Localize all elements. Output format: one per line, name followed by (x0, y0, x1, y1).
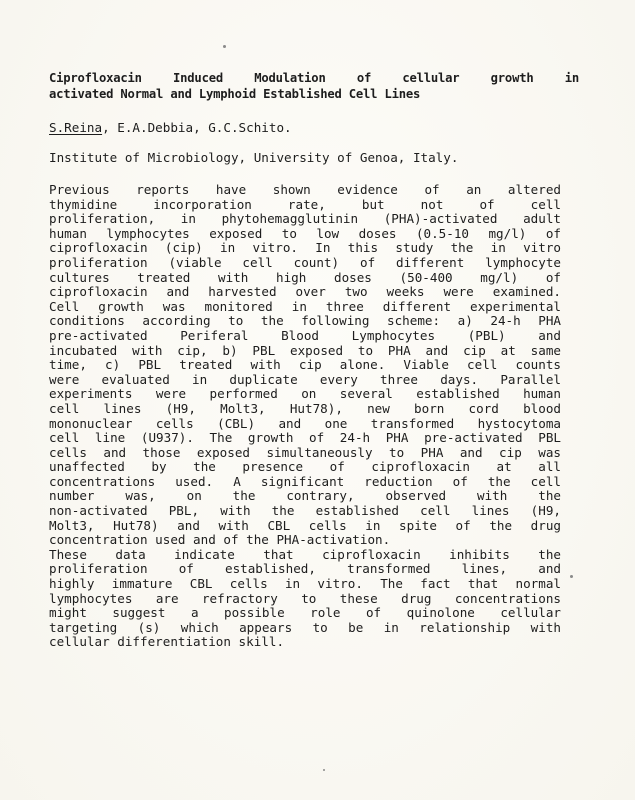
presenting-author: S.Reina (49, 120, 103, 135)
abstract-line: conditions according to the following scheme: a) 24-h PHA (49, 314, 561, 329)
abstract-line: cell line (U937). The growth of 24-h PHA pre-activated PBL (49, 431, 561, 446)
abstract-line: proliferation, in phytohemagglutinin (PHA)-activated adult (49, 212, 561, 227)
abstract-line: concentrations used. A significant reduction of the cell (49, 474, 561, 489)
abstract-line: were evaluated in duplicate every three days. Parallel (49, 372, 561, 387)
abstract-line: ciprofloxacin and harvested over two weeks were examined. (49, 285, 561, 300)
abstract-line: cultures treated with high doses (50-400 mg/l) of (49, 270, 561, 285)
title-line: Ciprofloxacin Induced Modulation of cellular growth in (49, 71, 579, 85)
abstract-line: non-activated PBL, with the established cell lines (H9, (49, 504, 561, 519)
abstract-line: highly immature CBL cells in vitro. The fact that normal (49, 577, 561, 592)
author-list (49, 120, 292, 136)
abstract-line: time, c) PBL treated with cip alone. Viable cell counts (49, 358, 561, 373)
scan-speck (570, 575, 573, 578)
abstract-line: Previous reports have shown evidence of an altered (49, 183, 561, 197)
co-authors: , E.A.Debbia, G.C.Schito. (102, 120, 292, 135)
abstract-line: cell lines (H9, Molt3, Hut78), new born cord blood (49, 401, 561, 416)
abstract-line: pre-activated Periferal Blood Lymphocytes (PBL) and (49, 328, 561, 343)
abstract-line: concentration used and of the PHA-activation. (49, 533, 391, 548)
abstract-body (49, 183, 561, 650)
abstract-line: These data indicate that ciprofloxacin inhibits the (49, 547, 561, 562)
scan-speck (323, 769, 325, 771)
abstract-line: targeting (s) which appears to be in relationship with (49, 620, 561, 635)
abstract-line: mononuclear cells (CBL) and one transformed hystocytoma (49, 416, 561, 431)
abstract-line: Cell growth was monitored in three different experimental (49, 299, 561, 314)
abstract-line: incubated with cip, b) PBL exposed to PHA and cip at same (49, 343, 561, 358)
abstract-line: proliferation (viable cell count) of different lymphocyte (49, 255, 561, 270)
abstract-line: cellular differentiation skill. (49, 635, 285, 650)
abstract-line: Molt3, Hut78) and with CBL cells in spite of the drug (49, 518, 561, 533)
abstract-line: thymidine incorporation rate, but not of cell (49, 197, 561, 212)
abstract-line: experiments were performed on several established human (49, 387, 561, 402)
abstract-line: ciprofloxacin (cip) in vitro. In this study the in vitro (49, 241, 561, 256)
scan-speck (223, 45, 226, 48)
abstract-line: proliferation of established, transformed lines, and (49, 562, 561, 577)
abstract-line: cells and those exposed simultaneously to PHA and cip was (49, 445, 561, 460)
abstract-line: number was, on the contrary, observed with the (49, 489, 561, 504)
abstract-line: might suggest a possible role of quinolone cellular (49, 606, 561, 621)
title-line: activated Normal and Lymphoid Established Cell Lines (49, 87, 421, 101)
abstract-line: unaffected by the presence of ciprofloxacin at all (49, 460, 561, 475)
abstract-title (49, 70, 579, 102)
institute-affiliation: Institute of Microbiology, University of Genoa, Italy. (49, 150, 459, 165)
abstract-line: human lymphocytes exposed to low doses (0.5-10 mg/l) of (49, 226, 561, 241)
abstract-line: lymphocytes are refractory to these drug concentrations (49, 591, 561, 606)
